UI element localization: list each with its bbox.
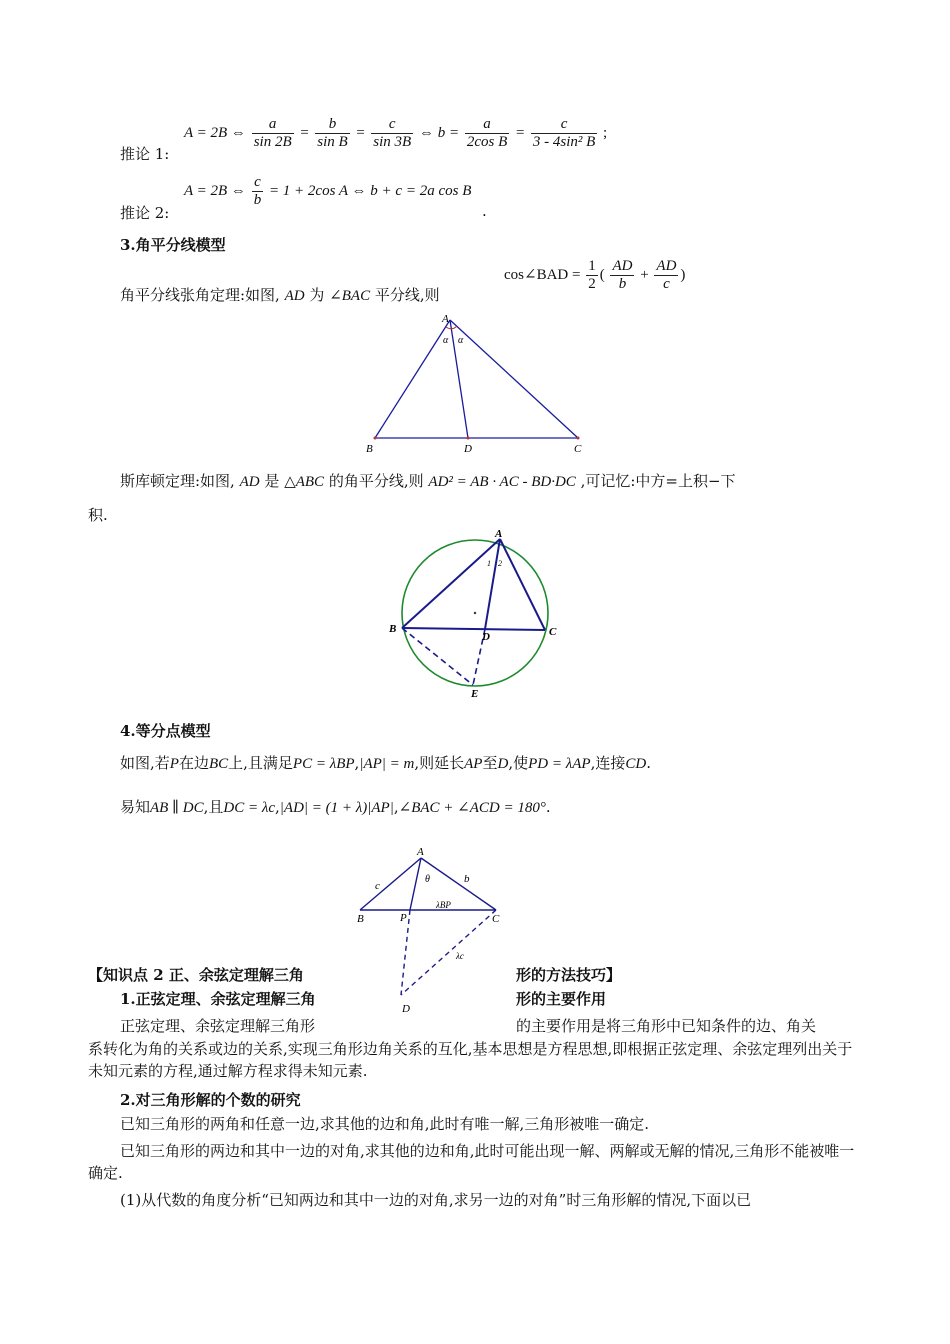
fig3-label-b: B: [357, 913, 364, 925]
fig2-label-e: E: [471, 688, 479, 700]
fig1-label-a: A: [442, 313, 449, 325]
corollary-2-label: 推论 2:: [120, 204, 170, 222]
fig1-label-c: C: [574, 443, 582, 455]
stewart-theorem-cont: 积.: [88, 506, 108, 524]
kp2-para-2: 已知三角形的两角和任意一边,求其他的边和角,此时有唯一解,三角形被唯一确定.: [120, 1115, 650, 1133]
kp2-subheading-1-right: 形的主要作用: [516, 990, 607, 1008]
kp2-para-1-rest: 系转化为角的关系或边的关系,实现三角形边角关系的互化,基本思想是方程思想,即根据正弦定理、余弦定理列出关于未知元素的方程,通过解方程求得未知元素.: [88, 1040, 853, 1080]
section-4-line-1: 如图,若P在边BC上,且满足PC = λBP,|AP| = m,则延长AP至D,使PD = λAP,连接CD.: [120, 754, 651, 772]
fig2-bisector-ad: [485, 539, 500, 629]
fig3-label-theta: θ: [425, 874, 430, 885]
figure-equal-division: [352, 842, 516, 1018]
fig3-label-p: P: [400, 912, 407, 924]
figure-stewart-circle: [385, 525, 565, 705]
knowledge-point-2-title-left: 【知识点 2 正、余弦定理解三角: [88, 966, 304, 984]
kp2-subheading-2: 2.对三角形解的个数的研究: [120, 1091, 301, 1109]
fig3-label-d: D: [402, 1003, 410, 1015]
bisector-formula: cos∠BAD = $\frac{1}{2}$ ( $\frac{AD}{b}$ + $\frac{AD}{c}$ ): [504, 258, 686, 292]
fig2-label-b: B: [389, 623, 397, 635]
fig1-alpha-1: α: [443, 335, 449, 346]
fig3-label-side-b: b: [464, 873, 470, 885]
fig3-label-a: A: [417, 846, 424, 858]
fig1-alpha-2: α: [458, 335, 464, 346]
fig2-angle-1: 1: [487, 559, 491, 568]
fig1-side-ab: [375, 320, 450, 438]
fig2-label-a: A: [495, 528, 503, 540]
fig1-label-b: B: [366, 443, 373, 455]
corollary-2-end: .: [482, 202, 487, 220]
corollary-1-label: 推论 1:: [120, 145, 170, 163]
fig3-label-c: C: [492, 913, 500, 925]
kp2-para-4: (1)从代数的角度分析“已知两边和其中一边的对角,求另一边的对角”时三角形解的情况,下面以已: [120, 1191, 752, 1209]
fig3-dashed-cd: [401, 910, 496, 995]
fig2-label-d: D: [482, 631, 490, 643]
bisector-text: 角平分线张角定理:如图,: [120, 286, 280, 304]
fig3-side-ac: [421, 858, 496, 910]
fig3-label-side-c: c: [375, 880, 380, 892]
fig3-label-lc: λc: [456, 951, 464, 961]
stewart-formula: AD² = AB · AC - BD·DC: [428, 474, 576, 490]
stewart-theorem: 斯库顿定理:如图, AD 是 △ABC 的角平分线,则 AD² = AB · AC - BD·DC ,可记忆:中方=上积−下: [120, 472, 736, 490]
fig2-angle-2: 2: [498, 559, 502, 568]
fig2-side-ab: [402, 539, 500, 628]
corollary-2-formula: A = 2B ⇔ $\frac{c}{b}$ = 1 + 2cos A ⇔ b + c = 2a cos B: [184, 174, 472, 208]
fig1-label-d: D: [464, 443, 472, 455]
fig2-side-ac: [500, 539, 545, 630]
fig2-side-bc: [402, 628, 545, 630]
section-4-line-2: 易知AB ∥ DC,且DC = λc,|AD| = (1 + λ)|AP|,∠BAC + ∠ACD = 180°.: [120, 798, 551, 816]
kp2-para-3: 已知三角形的两边和其中一边的对角,求其他的边和角,此时可能出现一解、两解或无解的情况,三角形不能被唯一确定.: [88, 1142, 855, 1182]
kp2-subheading-1-left: 1.正弦定理、余弦定理解三角: [120, 990, 316, 1008]
figure-angle-bisector: [360, 310, 600, 460]
section-3-heading: 3.角平分线模型: [120, 236, 226, 254]
kp2-para-1-right: 的主要作用是将三角形中已知条件的边、角关: [516, 1017, 817, 1035]
kp2-para-1-left: 正弦定理、余弦定理解三角形: [120, 1017, 316, 1035]
knowledge-point-2-title-right: 形的方法技巧】: [516, 966, 622, 984]
corollary-1-formula: A = 2B ⇔ $\frac{a}{\sin 2B}$ = $\frac{b}{\text{sin B}}$ = $\frac{c}{\sin 3B}$ ⇔ b = $\frac{a}{\text{2cos B}}$ = $\frac{c}{\text{3 - 4sin² B}}$ ;: [184, 116, 608, 150]
fig1-side-ac: [450, 320, 578, 438]
fig2-label-c: C: [549, 626, 557, 638]
section-4-heading: 4.等分点模型: [120, 722, 211, 740]
fig3-label-lbp: λBP: [436, 900, 451, 910]
